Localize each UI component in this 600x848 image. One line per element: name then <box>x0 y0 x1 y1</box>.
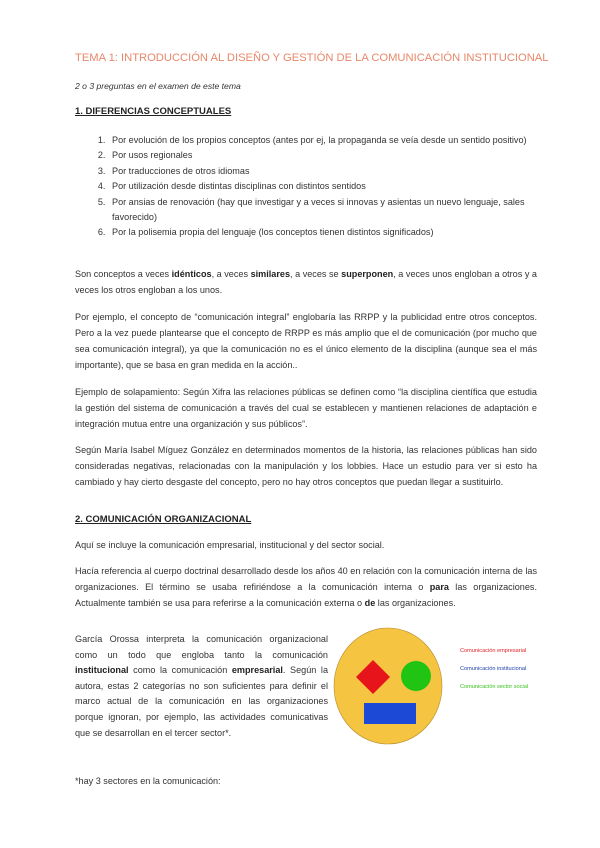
list-item: 3. Por traducciones de otros idiomas <box>108 164 570 179</box>
page-title: TEMA 1: INTRODUCCIÓN AL DISEÑO Y GESTIÓN DE LA COMUNICACIÓN INSTITUCIONAL <box>75 52 549 64</box>
differences-list <box>75 133 570 241</box>
paragraph-overlap: Ejemplo de solapamiento: Según Xifra las relaciones públicas se definen como “la disciplina científica que estudia la gestión del sistema de comunicación a través del cual se establecen y mantienen relaciones de adaptación e integración mutua entre una organización y sus públicos”. <box>75 387 537 429</box>
list-item: 4. Por utilización desde distintas disciplinas con distintos sentidos <box>108 179 570 194</box>
legend-institutional: Comunicación institucional <box>460 666 527 672</box>
paragraph-doctrine: Hacía referencia al cuerpo doctrinal desarrollado desde los años 40 en relación con la comunicación interna de las organizaciones. El término se usaba refiriéndose a la comunicación interna o para las organizaciones. Actualmente también se usa para referirse a la comunicación externa o de las organizaciones. <box>75 566 537 608</box>
list-item: 6. Por la polisemia propia del lenguaje (los conceptos tienen distintos significados) <box>108 225 570 240</box>
paragraph-includes: Aquí se incluye la comunicación empresarial, institucional y del sector social. <box>75 540 385 550</box>
paragraph-sectors: *hay 3 sectores en la comunicación: <box>75 776 221 786</box>
legend-business: Comunicación empresarial <box>460 648 527 654</box>
legend-social: Comunicación sector social <box>460 684 529 690</box>
list-item: 1. Por evolución de los propios conceptos (antes por ej, la propaganda se veía desde un sentido positivo) <box>108 133 570 148</box>
exam-note: 2 o 3 preguntas en el examen de este tema <box>75 81 241 91</box>
paragraph-garcia-orossa: García Orossa interpreta la comunicación organizacional como un todo que engloba tanto la comunicación institucional como la comunicación empresarial. Según la autora, estas 2 categorías no son suficientes para definir el marco actual de la comunicación en las organizaciones porque ignoran, por ejemplo, las actividades comunicativas que se desarrollan en el tercer sector*. <box>75 634 329 738</box>
list-item: 5. Por ansias de renovación (hay que investigar y a veces si innovas y asientas un nuevo lenguaje, sales favorecido) <box>108 195 570 226</box>
social-circle-shape <box>401 661 431 691</box>
section-2-heading: 2. COMUNICACIÓN ORGANIZACIONAL <box>75 514 252 525</box>
list-item: 2. Por usos regionales <box>108 148 570 163</box>
paragraph-miguez: Según María Isabel Míguez González en determinados momentos de la historia, las relaciones públicas han sido consideradas negativas, relacionadas con la manipulación y los lobbies. Hace un estudio para ver si esto ha cambiado y hay cierto desgaste del concepto, pero no hay otros conceptos que puedan llegar a sustituirlo. <box>75 445 537 487</box>
sectors-diagram <box>333 625 533 745</box>
paragraph-concepts: Son conceptos a veces idénticos, a veces similares, a veces se superponen, a veces unos engloban a otros y a veces los otros engloban a los unos. <box>75 269 537 295</box>
institutional-rect-shape <box>364 703 416 724</box>
diagram-legend <box>460 642 528 696</box>
section-1-heading: 1. DIFERENCIAS CONCEPTUALES <box>75 106 232 117</box>
paragraph-example: Por ejemplo, el concepto de “comunicación integral” englobaría las RRPP y la publicidad entre otros conceptos. Pero a la vez puede plantearse que el concepto de RRPP es más amplio que el de comunicación (por mucho que sea comunicación integral), ya que la comunicación no es el único elemento de la disciplina (aunque sea el más importante), que se basa en gran medida en la acción.. <box>75 312 537 370</box>
